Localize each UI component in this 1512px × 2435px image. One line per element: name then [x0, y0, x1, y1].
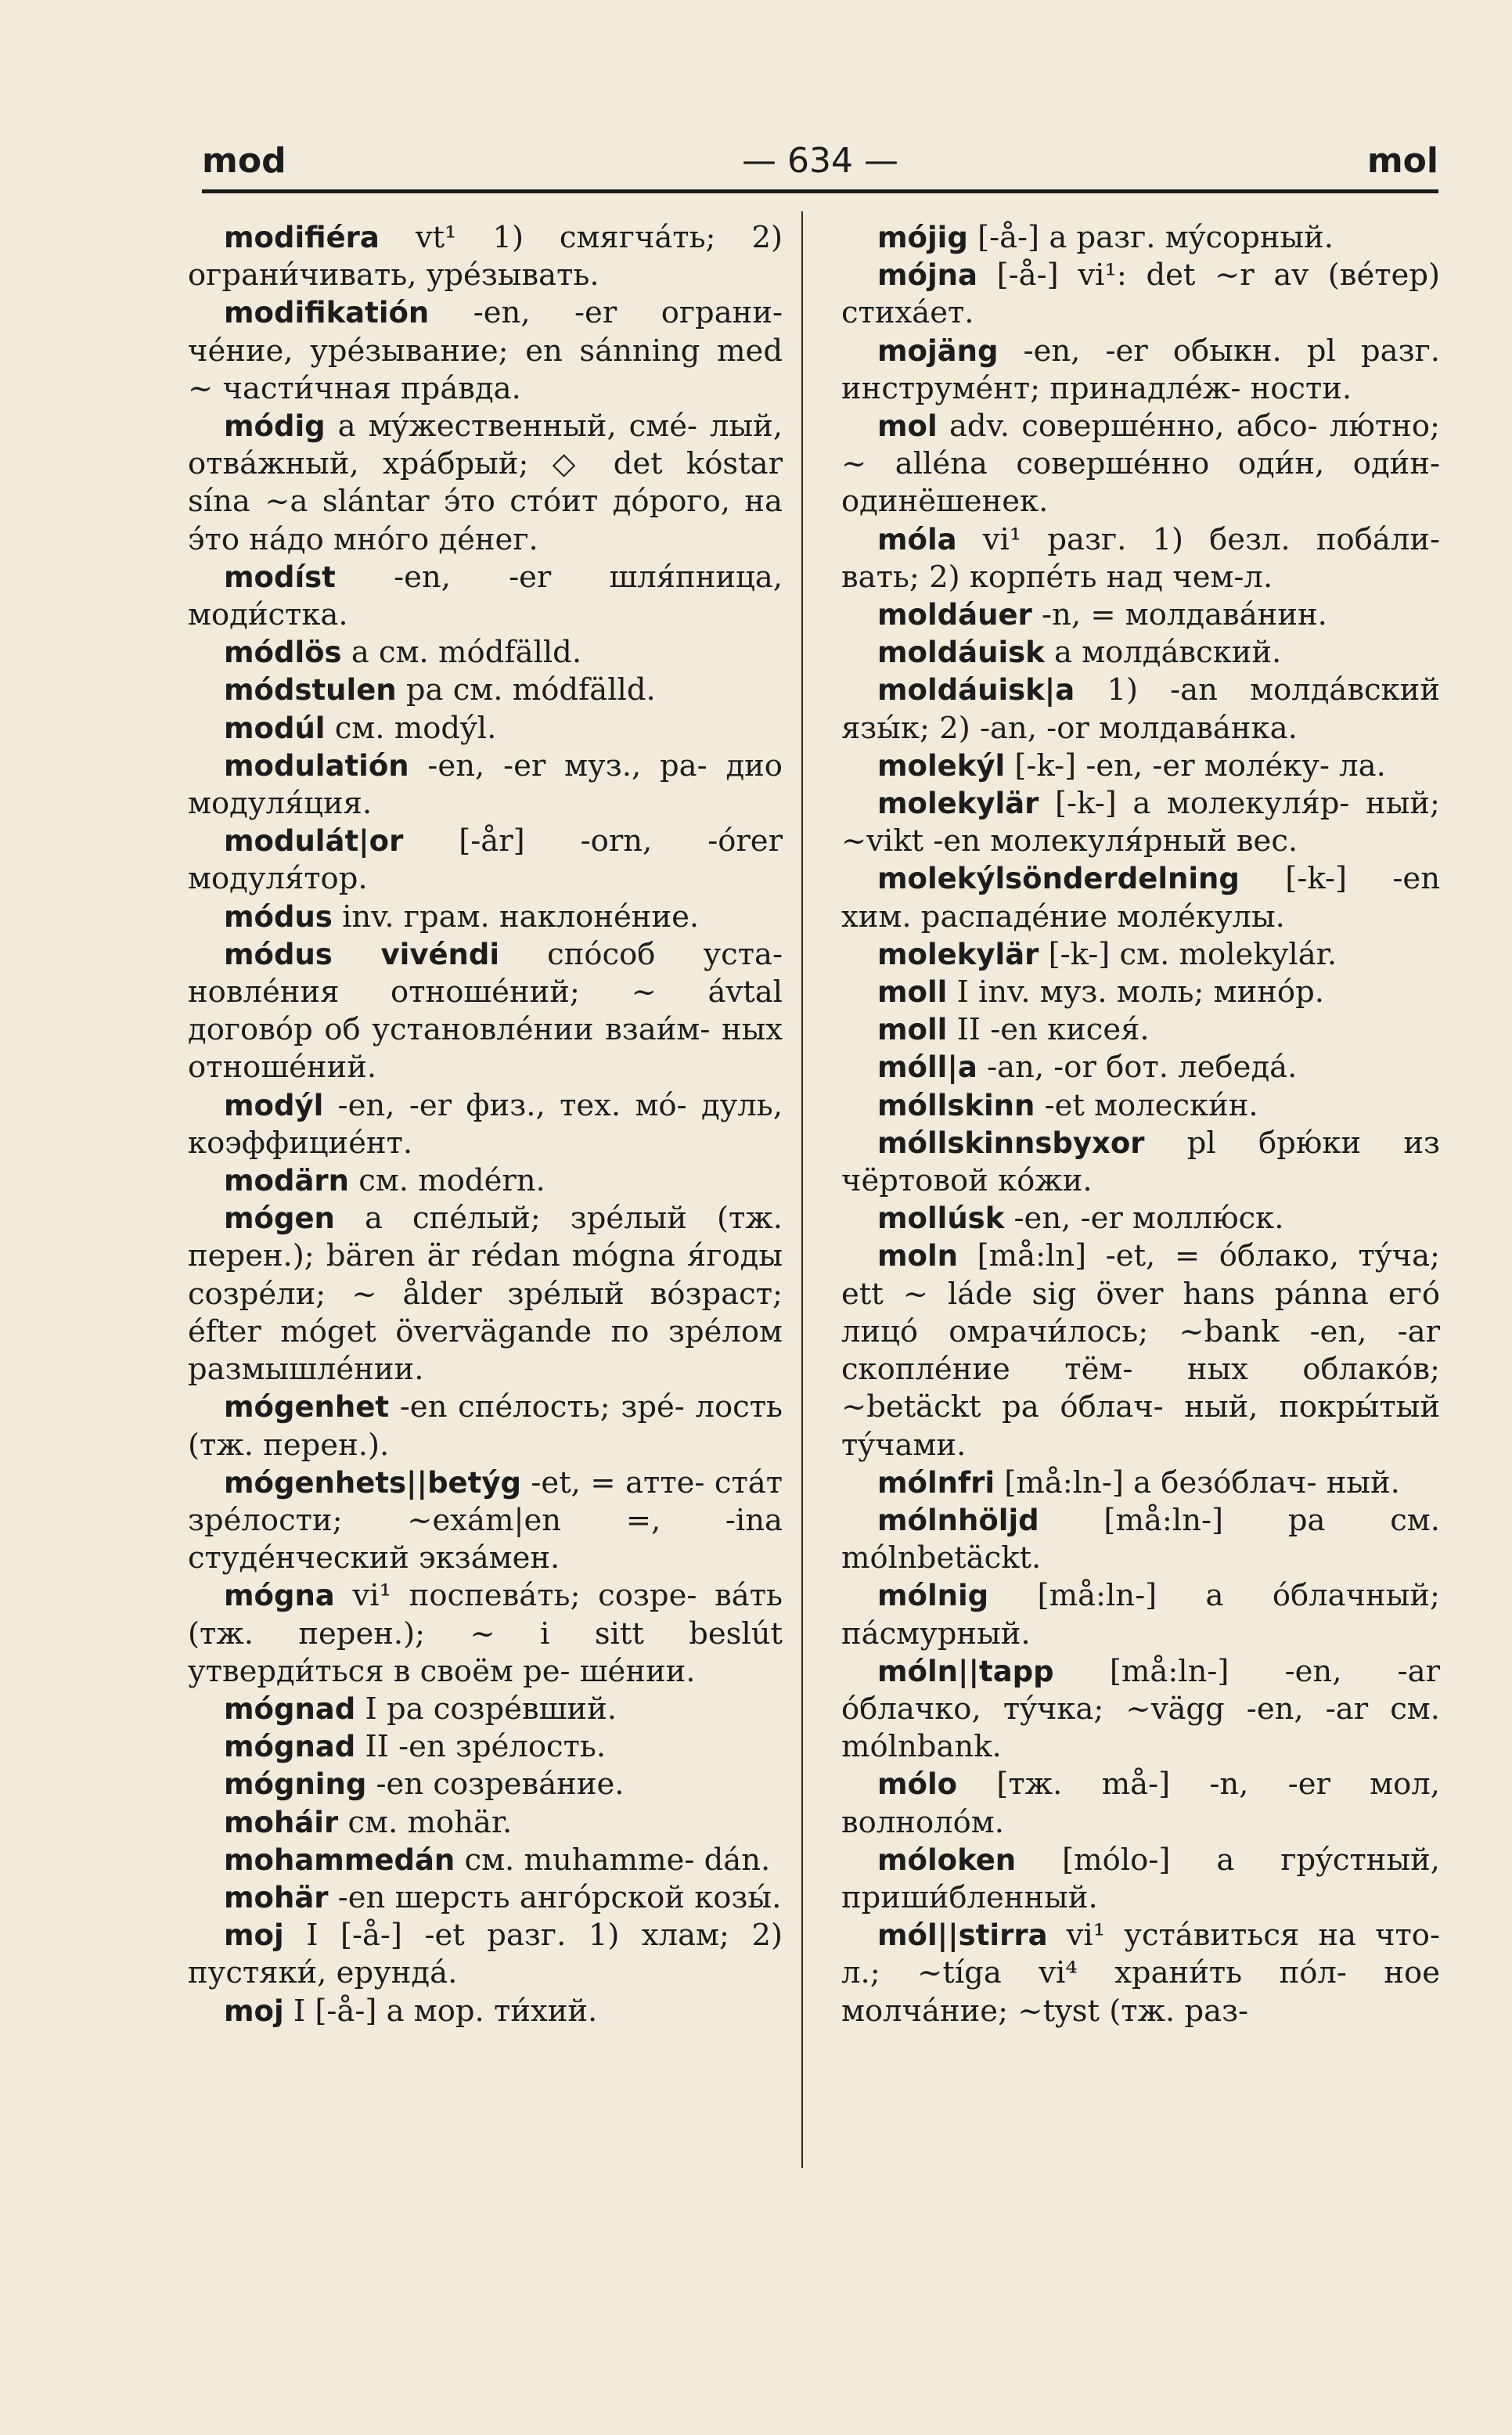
entry-definition: I [-å-] -et разг. 1) хлам; 2) пустяки́, ерундá.	[188, 1918, 783, 1991]
dictionary-entry	[841, 634, 1440, 672]
dictionary-entry	[188, 672, 783, 709]
entry-headword: mol	[877, 409, 938, 444]
entry-headword: módus	[224, 899, 333, 934]
dictionary-entry	[841, 408, 1440, 521]
dictionary-entry	[188, 1993, 783, 2030]
dictionary-entry	[188, 634, 783, 672]
dictionary-entry	[188, 710, 783, 747]
entry-definition: I pa созрéвший.	[355, 1691, 617, 1727]
entry-headword: moháir	[224, 1805, 339, 1839]
entry-definition: -en, -er ограни- чéние, урéзывание; en sánning med ~ части́чная прáвда.	[188, 295, 783, 406]
entry-headword: modulatión	[224, 748, 409, 783]
entry-definition: [må:ln-] pa см. mólnbetäckt.	[841, 1502, 1440, 1576]
dictionary-entry	[841, 1502, 1440, 1577]
entry-definition: vt¹ 1) смягчáть; 2) ограни́чивать, урéзывать.	[188, 220, 783, 294]
entry-headword: moldáuisk|a	[877, 673, 1075, 708]
entry-definition: vi¹ устáвиться на что-л.; ~tíga vi⁴ храни́ть пóл- ное молчáние; ~tyst (тж. раз-	[841, 1918, 1440, 2029]
entry-headword: modýl	[224, 1088, 324, 1122]
dictionary-entry	[188, 1728, 783, 1766]
dictionary-entry	[188, 1389, 783, 1464]
entry-headword: mólnig	[877, 1579, 989, 1613]
entry-headword: mollúsk	[877, 1201, 1005, 1236]
entry-definition: -n, = молдавáнин.	[1031, 597, 1327, 633]
entry-headword: mógenhets||betýg	[224, 1465, 521, 1500]
entry-definition: -et молески́н.	[1035, 1087, 1258, 1123]
entry-definition: [må:ln-] -en, -ar óблачко, тýчка; ~vägg -en, -ar см. mólnbank.	[841, 1653, 1440, 1765]
entry-definition: [-k-] см. molekylár.	[1039, 936, 1337, 972]
entry-headword: móllskinn	[877, 1088, 1035, 1122]
entry-definition: a мýжественный, смé- лый, отвáжный, хрáбрый; ◇ det kóstar sína ~a slántar э́то стóит дóрого, на э́то нáдо мнóго дéнег.	[188, 409, 783, 557]
entry-definition: см. muhamme- dán.	[455, 1842, 771, 1878]
entry-definition: vi¹ поспевáть; созре- вáть (тж. перен.); ~ i sitt beslút утверди́ться в своём ре- шéнии.	[188, 1578, 783, 1689]
dictionary-entry	[841, 974, 1440, 1011]
entry-headword: modifikatión	[224, 296, 430, 330]
dictionary-entry	[188, 936, 783, 1087]
entry-headword: mójig	[877, 221, 968, 254]
entry-definition: -en, -er физ., тех. мó- дуль, коэффициéнт.	[188, 1087, 783, 1161]
entry-headword: modulát|or	[224, 824, 404, 859]
entry-headword: mójna	[877, 258, 977, 293]
entry-headword: moll	[877, 1013, 948, 1047]
entry-definition: [-år] -orn, -órer модуля́тор.	[188, 823, 783, 897]
dictionary-entry	[188, 1917, 783, 1992]
dictionary-entry	[841, 1653, 1440, 1767]
entry-definition: -en, -er шля́пница, моди́стка.	[188, 559, 783, 633]
entry-definition: -an, -or бот. лебедá.	[977, 1050, 1298, 1086]
dictionary-entry	[841, 1577, 1440, 1652]
entry-headword: mógenhet	[224, 1390, 390, 1425]
entry-headword: módus vivéndi	[224, 937, 500, 971]
entry-headword: mógnad	[224, 1691, 356, 1726]
entry-definition: -en шерсть ангóрской козы́.	[328, 1879, 782, 1915]
dictionary-entry	[841, 1125, 1440, 1200]
dictionary-entry	[188, 747, 783, 823]
entry-definition: a см. módfälld.	[341, 635, 582, 671]
entry-definition: -en, -er муз., ра- дио модуля́ция.	[188, 747, 783, 822]
entry-definition: [må:ln] -et, = óблако, тýча; ett ~ láde sig över hans pánna егó лицó омрачи́лось; ~bank -en, -ar скоплéние тём- ных облакóв; ~betäckt pa óблач- ный, покры́тый тýчами.	[841, 1238, 1440, 1463]
dictionary-entry	[841, 860, 1440, 935]
entry-headword: modifiéra	[224, 221, 380, 254]
running-head	[202, 133, 1438, 188]
dictionary-entry	[188, 823, 783, 898]
dictionary-entry	[841, 1049, 1440, 1086]
entry-headword: módlös	[224, 636, 342, 670]
entry-definition: pl брю́ки из чёртовой кóжи.	[841, 1125, 1440, 1199]
entry-definition: спóсоб уста- новлéния отношéний; ~ ávtal договóр об установлéнии взаи́м- ных отношéний.	[188, 936, 783, 1086]
entry-definition: см. mohär.	[338, 1804, 513, 1840]
entry-definition: [-k-] a молекуля́р- ный; ~vikt -en молекуля́рный вес.	[841, 786, 1440, 859]
entry-headword: móln||tapp	[877, 1654, 1054, 1688]
entry-headword: moj	[224, 1918, 284, 1953]
entry-definition: pa см. módfälld.	[396, 672, 656, 708]
dictionary-entry	[841, 1011, 1440, 1049]
right-guide-word: mol	[1366, 141, 1438, 181]
entry-definition: adv. совершéнно, абсо- лю́тно; ~ alléna совершéнно оди́н, оди́н-одинёшенек.	[841, 409, 1440, 520]
entry-headword: mohär	[224, 1880, 329, 1915]
dictionary-entry	[841, 521, 1440, 596]
dictionary-entry	[188, 1200, 783, 1389]
entry-headword: módig	[224, 409, 326, 444]
header-rule	[202, 189, 1438, 193]
dictionary-entry	[841, 747, 1440, 785]
entry-definition: -en созревáние.	[366, 1767, 625, 1803]
dictionary-entry	[188, 1087, 783, 1162]
left-column	[188, 219, 783, 2030]
dictionary-entry	[188, 1842, 783, 1879]
entry-definition: см. modérn.	[349, 1163, 545, 1199]
dictionary-entry	[841, 257, 1440, 332]
left-guide-word: mod	[202, 141, 286, 181]
entry-definition: inv. грам. наклонéние.	[332, 899, 700, 935]
dictionary-entry	[188, 1804, 783, 1842]
dictionary-entry	[188, 1879, 783, 1917]
entry-headword: mól||stirra	[877, 1918, 1048, 1953]
entry-headword: moj	[224, 1994, 284, 2028]
entry-headword: mógnad	[224, 1730, 356, 1764]
entry-definition: [må:ln-] a безóблач- ный.	[995, 1464, 1400, 1500]
dictionary-entry	[188, 1577, 783, 1691]
entry-headword: mógen	[224, 1201, 335, 1236]
entry-definition: [mólo-] a грýстный, приши́бленный.	[841, 1842, 1440, 1915]
column-divider	[801, 211, 803, 2168]
entry-headword: modíst	[224, 560, 336, 594]
entry-definition: [-k-] -en хим. распадéние молéкулы.	[841, 861, 1440, 935]
entry-headword: modúl	[224, 711, 326, 745]
dictionary-entry	[841, 1464, 1440, 1502]
entry-headword: móloken	[877, 1842, 1017, 1877]
entry-headword: molekýl	[877, 748, 1006, 783]
entry-headword: moldáuisk	[877, 636, 1045, 670]
entry-definition: a молдáвский.	[1044, 635, 1282, 671]
entry-definition: 1) -an молдáвский язы́к; 2) -an, -or молдавáнка.	[841, 672, 1440, 746]
dictionary-entry	[188, 1464, 783, 1578]
entry-definition: [-k-] -en, -er молéку- ла.	[1005, 747, 1386, 783]
entry-definition: [-å-] a разг. мýсорный.	[967, 220, 1334, 255]
dictionary-entry	[841, 1766, 1440, 1841]
entry-headword: módstulen	[224, 673, 397, 708]
entry-definition: I inv. муз. моль; минóр.	[947, 974, 1324, 1010]
entry-headword: móll|a	[877, 1050, 977, 1085]
entry-headword: moln	[877, 1239, 958, 1273]
entry-headword: molekylär	[877, 937, 1039, 971]
entry-definition: II -en кисея́.	[947, 1012, 1150, 1048]
page-number: — 634 —	[742, 141, 898, 181]
entry-headword: mohammedán	[224, 1842, 455, 1877]
entry-headword: moll	[877, 975, 948, 1010]
entry-definition: I [-å-] a мор. ти́хий.	[283, 1993, 598, 2029]
dictionary-entry	[188, 899, 783, 936]
entry-definition: -en, -er моллю́ск.	[1004, 1201, 1284, 1237]
entry-headword: mólnhöljd	[877, 1503, 1039, 1537]
entry-headword: molekýlsönderdelning	[877, 862, 1240, 896]
entry-definition: -en, -er обыкн. pl разг. инструмéнт; принадлéж- ности.	[841, 333, 1440, 406]
dictionary-entry	[841, 1842, 1440, 1917]
entry-definition: [må:ln-] a óблачный; пáсмурный.	[841, 1578, 1440, 1652]
dictionary-entry	[188, 1766, 783, 1803]
entry-headword: mojäng	[877, 333, 999, 368]
dictionary-entry	[188, 1691, 783, 1728]
entry-headword: mógning	[224, 1767, 367, 1802]
entry-headword: mógna	[224, 1579, 335, 1613]
entry-headword: móllskinnsbyxor	[877, 1126, 1145, 1160]
entry-definition: vi¹ разг. 1) безл. побáли- вать; 2) корпéть над чем-л.	[841, 521, 1440, 595]
entry-headword: mólo	[877, 1767, 958, 1802]
entry-definition: [-å-] vi¹: det ~r av (вéтер) стихáет.	[841, 258, 1440, 331]
entry-definition: II -en зрéлость.	[355, 1729, 607, 1765]
dictionary-entry	[188, 559, 783, 634]
entry-definition: -et, = атте- стáт зрéлости; ~exám|en =, -ina студéнческий экзáмен.	[188, 1464, 783, 1576]
entry-headword: móla	[877, 522, 957, 557]
entry-definition: a спéлый; зрéлый (тж. перен.); bären är rédan mógna я́годы созрéли; ~ ålder зрéлый вóзраст; éfter móget övervägande по зрéлом размышлéнии.	[188, 1201, 783, 1388]
dictionary-entry	[188, 294, 783, 408]
dictionary-entry	[841, 596, 1440, 634]
dictionary-entry	[188, 408, 783, 559]
entry-definition: см. modýl.	[325, 710, 497, 746]
dictionary-entry	[188, 1162, 783, 1200]
dictionary-entry	[841, 333, 1440, 408]
dictionary-entry	[841, 1237, 1440, 1464]
entry-headword: molekylär	[877, 787, 1039, 821]
entry-definition: -en спéлость; зрé- лость (тж. перен.).	[188, 1389, 783, 1463]
dictionary-entry	[841, 1200, 1440, 1237]
dictionary-entry	[188, 219, 783, 294]
entry-definition: [тж. må-] -n, -er мол, волнолóм.	[841, 1767, 1440, 1840]
dictionary-entry	[841, 785, 1440, 860]
entry-headword: moldáuer	[877, 598, 1032, 632]
dictionary-entry	[841, 219, 1440, 257]
right-column	[841, 219, 1440, 2030]
dictionary-entry	[841, 672, 1440, 747]
dictionary-entry	[841, 1917, 1440, 2030]
dictionary-entry	[841, 936, 1440, 974]
dictionary-entry	[841, 1087, 1440, 1125]
entry-headword: modärn	[224, 1164, 350, 1198]
entry-headword: mólnfri	[877, 1465, 995, 1500]
